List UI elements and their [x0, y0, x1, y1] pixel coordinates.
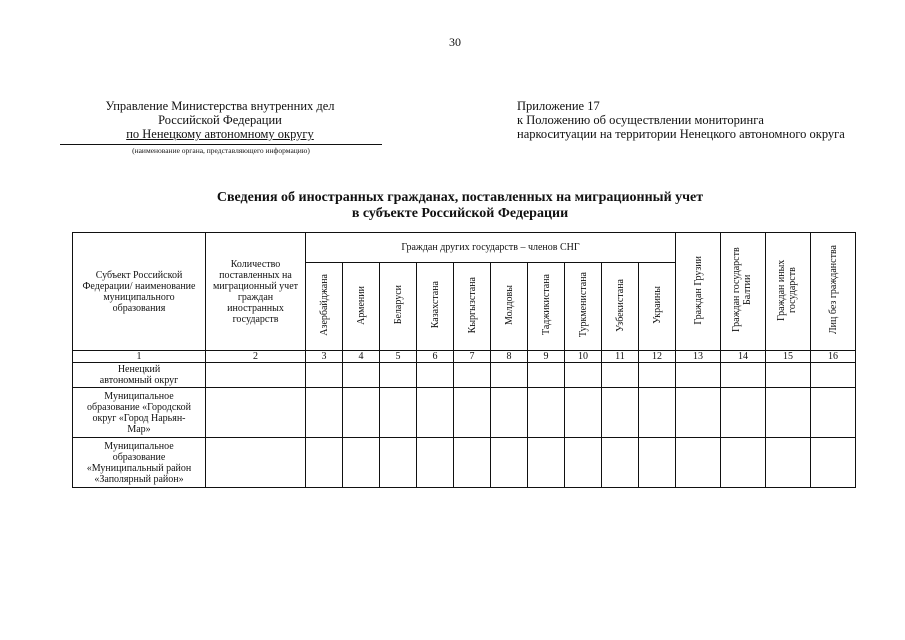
table-row [73, 363, 856, 388]
data-cell[interactable] [343, 388, 380, 438]
title-line-1: Сведения об иностранных гражданах, поставленных на миграционный учет [216, 190, 704, 205]
data-cell[interactable] [380, 388, 417, 438]
data-cell[interactable] [417, 363, 454, 388]
appendix-line-2: к Положению об осуществлении мониторинга [517, 113, 764, 127]
country-header-cell [639, 263, 676, 351]
data-cell[interactable] [639, 363, 676, 388]
data-cell[interactable] [206, 438, 306, 488]
country-header-cell [380, 263, 417, 351]
data-cell[interactable] [811, 438, 856, 488]
column-number: 3 [306, 351, 343, 363]
col-baltic-header [721, 233, 766, 351]
data-cell[interactable] [565, 363, 602, 388]
data-cell[interactable] [721, 388, 766, 438]
data-cell[interactable] [676, 363, 721, 388]
data-cell[interactable] [565, 388, 602, 438]
data-cell[interactable] [491, 438, 528, 488]
column-number: 9 [528, 351, 565, 363]
country-label: Азербайджана [318, 274, 330, 336]
authority-header [60, 99, 380, 141]
authority-line-3: по Ненецкому автономному округу [126, 127, 314, 141]
baltic-label: Граждан государств Балтии [731, 247, 753, 333]
col-stateless-header [811, 233, 856, 351]
country-label: Кыргызстана [466, 276, 478, 334]
data-cell[interactable] [721, 438, 766, 488]
data-cell[interactable] [343, 438, 380, 488]
country-header-cell [417, 263, 454, 351]
authority-line-1: Управление Министерства внутренних дел [105, 99, 335, 113]
country-label: Казахстана [429, 281, 441, 329]
country-header-cell [491, 263, 528, 351]
col-georgia-header [676, 233, 721, 351]
column-number: 6 [417, 351, 454, 363]
country-label: Таджикистана [540, 274, 552, 336]
data-cell[interactable] [602, 438, 639, 488]
other-states-label: Граждан иных государств [776, 259, 798, 321]
column-number: 4 [343, 351, 380, 363]
row-label: Ненецкий автономный округ [73, 363, 206, 388]
country-header-cell [306, 263, 343, 351]
col-subject-header: Субъект Российской Федерации/ наименование муниципального образования [73, 233, 206, 351]
data-cell[interactable] [528, 363, 565, 388]
data-cell[interactable] [491, 363, 528, 388]
country-header-cell [565, 263, 602, 351]
data-cell[interactable] [306, 363, 343, 388]
data-cell[interactable] [206, 388, 306, 438]
data-cell[interactable] [528, 388, 565, 438]
georgia-label: Граждан Грузии [692, 255, 704, 325]
table-row [73, 388, 856, 438]
data-cell[interactable] [454, 438, 491, 488]
authority-rule [60, 144, 382, 145]
data-cell[interactable] [811, 388, 856, 438]
appendix-header [517, 99, 877, 141]
table-row [73, 438, 856, 488]
authority-line-2: Российской Федерации [158, 113, 282, 127]
data-cell[interactable] [454, 388, 491, 438]
stateless-label: Лиц без гражданства [827, 245, 839, 335]
data-cell[interactable] [454, 363, 491, 388]
data-cell[interactable] [639, 438, 676, 488]
column-number: 10 [565, 351, 602, 363]
data-cell[interactable] [417, 388, 454, 438]
column-number: 12 [639, 351, 676, 363]
column-number: 13 [676, 351, 721, 363]
data-cell[interactable] [676, 388, 721, 438]
row-label: Муниципальное образование «Муниципальный район «Заполярный район» [73, 438, 206, 488]
data-cell[interactable] [491, 388, 528, 438]
data-cell[interactable] [766, 388, 811, 438]
column-number: 8 [491, 351, 528, 363]
appendix-line-3: наркоситуации на территории Ненецкого автономного округа [517, 127, 845, 141]
country-header-cell [528, 263, 565, 351]
country-label: Молдовы [503, 284, 515, 326]
data-cell[interactable] [766, 438, 811, 488]
data-cell[interactable] [306, 438, 343, 488]
data-cell[interactable] [528, 438, 565, 488]
column-number: 7 [454, 351, 491, 363]
data-cell[interactable] [206, 363, 306, 388]
authority-note: (наименование органа, представляющего информацию) [132, 146, 310, 155]
cis-group-header: Граждан других государств – членов СНГ [306, 233, 676, 263]
data-cell[interactable] [306, 388, 343, 438]
page-number: 30 [449, 35, 461, 49]
column-number: 5 [380, 351, 417, 363]
migration-table [72, 232, 856, 488]
data-cell[interactable] [602, 363, 639, 388]
country-label: Украины [651, 286, 663, 324]
country-label: Армении [355, 285, 367, 325]
data-cell[interactable] [417, 438, 454, 488]
data-cell[interactable] [343, 363, 380, 388]
col-count-header: Количество поставленных на миграционный учет граждан иностранных государств [206, 233, 306, 351]
data-cell[interactable] [602, 388, 639, 438]
country-label: Беларуси [392, 285, 404, 325]
data-cell[interactable] [676, 438, 721, 488]
column-number: 2 [206, 351, 306, 363]
document-title [150, 190, 770, 222]
row-label: Муниципальное образование «Городской округ «Город Нарьян-Мар» [73, 388, 206, 438]
column-number: 1 [73, 351, 206, 363]
column-number: 11 [602, 351, 639, 363]
column-number: 14 [721, 351, 766, 363]
country-header-cell [602, 263, 639, 351]
country-label: Узбекистана [614, 278, 626, 332]
country-label: Туркменистана [577, 272, 589, 338]
country-header-cell [454, 263, 491, 351]
title-line-2: в субъекте Российской Федерации [351, 206, 569, 221]
data-cell[interactable] [380, 438, 417, 488]
column-number: 15 [766, 351, 811, 363]
column-number: 16 [811, 351, 856, 363]
data-cell[interactable] [639, 388, 676, 438]
data-cell[interactable] [811, 363, 856, 388]
data-cell[interactable] [565, 438, 602, 488]
col-other-states-header [766, 233, 811, 351]
data-cell[interactable] [766, 363, 811, 388]
data-cell[interactable] [721, 363, 766, 388]
appendix-line-1: Приложение 17 [517, 99, 600, 113]
data-cell[interactable] [380, 363, 417, 388]
country-header-cell [343, 263, 380, 351]
